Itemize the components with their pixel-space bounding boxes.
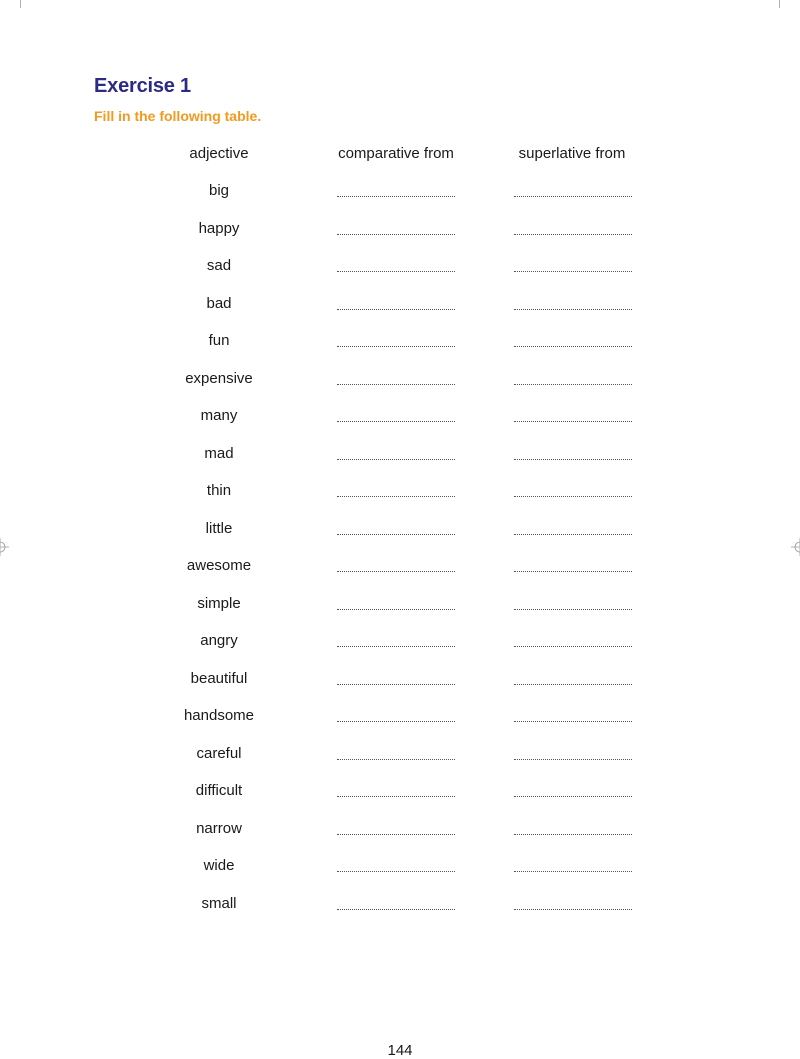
adjective-cell: careful xyxy=(196,744,242,762)
table-row xyxy=(0,332,800,370)
superlative-blank[interactable] xyxy=(514,496,632,497)
table-row xyxy=(0,407,800,445)
header-comparative: comparative from xyxy=(338,145,454,162)
comparative-blank[interactable] xyxy=(337,759,455,760)
comparative-blank[interactable] xyxy=(337,496,455,497)
adjective-cell: angry xyxy=(200,632,238,649)
adjective-cell: big xyxy=(208,182,230,199)
adjective-cell: awesome xyxy=(186,557,252,574)
table-row xyxy=(0,595,800,633)
comparative-blank[interactable] xyxy=(337,271,455,272)
exercise-title: Exercise 1 xyxy=(94,75,191,97)
exercise-instruction: Fill in the following table. xyxy=(94,108,262,124)
superlative-blank[interactable] xyxy=(514,346,632,347)
comparative-blank[interactable] xyxy=(337,646,455,647)
table-row xyxy=(0,670,800,708)
superlative-blank[interactable] xyxy=(514,759,632,760)
comparative-blank[interactable] xyxy=(337,196,455,197)
adjective-cell: thin xyxy=(206,482,232,499)
superlative-blank[interactable] xyxy=(514,571,632,572)
trim-mark-left xyxy=(20,0,21,8)
comparative-blank[interactable] xyxy=(337,684,455,685)
adjective-cell: fun xyxy=(208,332,230,349)
adjective-cell: many xyxy=(200,407,238,424)
comparative-blank[interactable] xyxy=(337,909,455,910)
superlative-blank[interactable] xyxy=(514,796,632,797)
adjective-cell: simple xyxy=(197,594,241,612)
superlative-blank[interactable] xyxy=(514,534,632,535)
table-row xyxy=(0,482,800,520)
table-row xyxy=(0,632,800,670)
table-row xyxy=(0,745,800,783)
comparative-blank[interactable] xyxy=(337,459,455,460)
table-row xyxy=(0,895,800,933)
table-row xyxy=(0,295,800,333)
superlative-blank[interactable] xyxy=(514,421,632,422)
adjective-cell: happy xyxy=(198,219,240,237)
superlative-blank[interactable] xyxy=(514,721,632,722)
adjective-cell: beautiful xyxy=(190,669,248,687)
table-row xyxy=(0,707,800,745)
comparative-blank[interactable] xyxy=(337,346,455,347)
superlative-blank[interactable] xyxy=(514,196,632,197)
superlative-blank[interactable] xyxy=(514,871,632,872)
superlative-blank[interactable] xyxy=(514,684,632,685)
superlative-blank[interactable] xyxy=(514,459,632,460)
superlative-blank[interactable] xyxy=(514,309,632,310)
superlative-blank[interactable] xyxy=(514,909,632,910)
comparative-blank[interactable] xyxy=(337,834,455,835)
table-row xyxy=(0,182,800,220)
header-adjective: adjective xyxy=(189,145,249,162)
table-row xyxy=(0,557,800,595)
superlative-blank[interactable] xyxy=(514,234,632,235)
adjective-cell: difficult xyxy=(195,782,243,799)
table-row xyxy=(0,782,800,820)
adjective-cell: narrow xyxy=(196,819,242,837)
comparative-blank[interactable] xyxy=(337,421,455,422)
header-superlative: superlative from xyxy=(518,145,626,162)
adjective-cell: sad xyxy=(206,257,232,274)
table-row xyxy=(0,370,800,408)
trim-mark-right xyxy=(779,0,780,8)
comparative-blank[interactable] xyxy=(337,571,455,572)
comparative-blank[interactable] xyxy=(337,871,455,872)
adjective-cell: handsome xyxy=(183,707,255,724)
superlative-blank[interactable] xyxy=(514,834,632,835)
adjective-table xyxy=(0,182,800,932)
comparative-blank[interactable] xyxy=(337,234,455,235)
superlative-blank[interactable] xyxy=(514,271,632,272)
comparative-blank[interactable] xyxy=(337,796,455,797)
table-header xyxy=(0,145,800,165)
table-row xyxy=(0,220,800,258)
comparative-blank[interactable] xyxy=(337,609,455,610)
comparative-blank[interactable] xyxy=(337,384,455,385)
superlative-blank[interactable] xyxy=(514,646,632,647)
page-number: 144 xyxy=(387,1042,413,1059)
adjective-cell: bad xyxy=(206,294,232,312)
comparative-blank[interactable] xyxy=(337,309,455,310)
comparative-blank[interactable] xyxy=(337,721,455,722)
table-row xyxy=(0,820,800,858)
adjective-cell: small xyxy=(201,894,237,912)
comparative-blank[interactable] xyxy=(337,534,455,535)
adjective-cell: mad xyxy=(204,444,234,462)
adjective-cell: expensive xyxy=(185,369,253,387)
table-row xyxy=(0,857,800,895)
superlative-blank[interactable] xyxy=(514,609,632,610)
table-row xyxy=(0,445,800,483)
superlative-blank[interactable] xyxy=(514,384,632,385)
adjective-cell: wide xyxy=(203,857,235,874)
table-row xyxy=(0,257,800,295)
adjective-cell: little xyxy=(205,519,233,537)
table-row xyxy=(0,520,800,558)
